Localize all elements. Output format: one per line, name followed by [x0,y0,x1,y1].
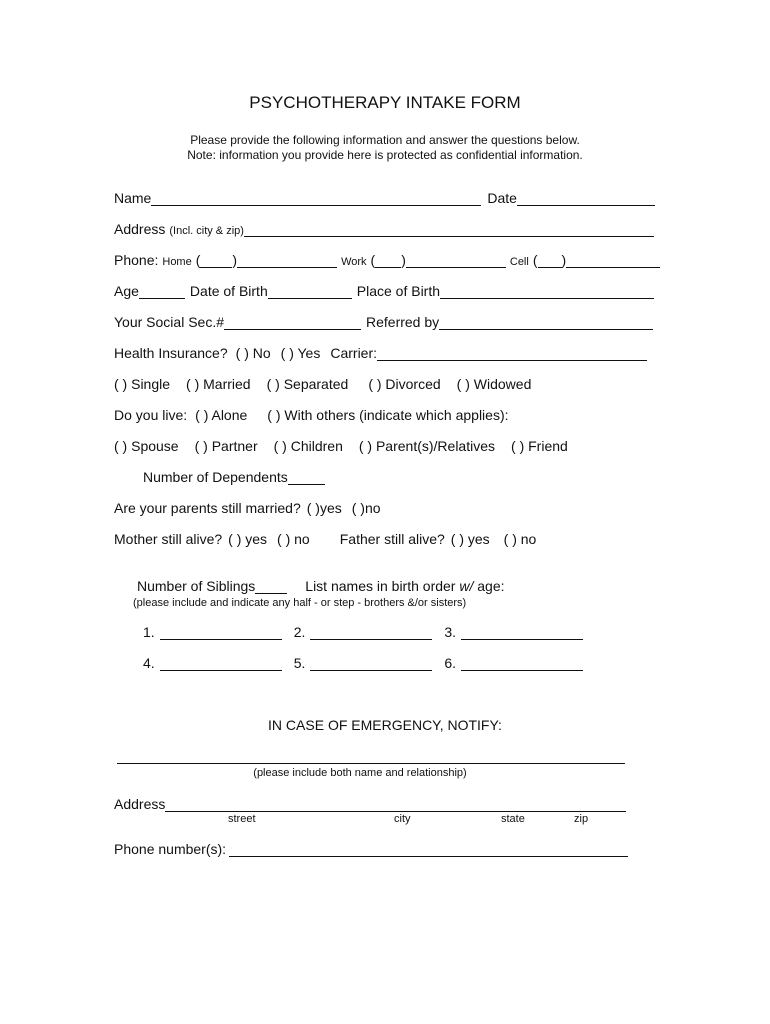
separated-option[interactable]: ( ) Separated [266,376,349,392]
sibling-5-number: 5. [293,655,306,671]
sibling-4-number: 4. [143,655,155,671]
age-label: Age [114,283,139,299]
father-alive-no-option[interactable]: ( ) no [503,531,537,547]
age-row [114,283,654,299]
alone-option[interactable]: ( ) Alone [195,407,248,423]
carrier-field[interactable] [377,347,647,361]
paren-open: ( [532,252,538,268]
sibling-6-field[interactable] [461,657,583,671]
health-yes-option[interactable]: ( ) Yes [280,345,321,361]
age-field[interactable] [139,285,185,299]
sibling-2-number: 2. [293,624,306,640]
health-row [114,345,647,361]
emergency-address-label: Address [114,796,166,812]
sibling-4-field[interactable] [160,657,282,671]
sibling-3-number: 3. [444,624,457,640]
ssn-field[interactable] [224,316,361,330]
address-label: Address [114,221,166,237]
sibling-6-number: 6. [444,655,457,671]
paren-close: ) [232,252,238,268]
health-no-option[interactable]: ( ) No [235,345,271,361]
dependents-label: Number of Dependents [143,469,288,485]
emergency-name-note: (please include both name and relationship) [253,767,467,779]
intro-line-1: Please provide the following information and answer the questions below. [190,133,580,147]
work-phone-field[interactable] [406,254,506,268]
city-label: city [394,813,411,825]
home-phone-field[interactable] [237,254,337,268]
pob-field[interactable] [440,285,654,299]
emergency-address-row [114,796,626,812]
children-option[interactable]: ( ) Children [273,438,343,454]
siblings-list-label: List names in birth order w/ age: [305,578,505,594]
ssn-label: Your Social Sec.# [114,314,224,330]
form-title: PSYCHOTHERAPY INTAKE FORM [249,93,521,112]
paren-open: ( [195,252,201,268]
siblings-count-label: Number of Siblings [137,578,256,594]
sibling-5-field[interactable] [310,657,432,671]
single-option[interactable]: ( ) Single [114,376,171,392]
work-label: Work [341,256,367,268]
intro-line-2: Note: information you provide here is protected as confidential information. [187,148,583,162]
dependents-row [143,469,325,485]
address-row [114,221,654,237]
live-row [114,407,509,423]
paren-close: ) [401,252,406,268]
home-area-code-field[interactable] [200,254,232,268]
phone-row [114,252,660,268]
live-label: Do you live: [114,407,188,423]
parents-married-question: Are your parents still married? [114,500,301,516]
phone-label: Phone: [114,252,159,268]
paren-close: ) [561,252,567,268]
cell-label: Cell [509,256,529,268]
emergency-address-field[interactable] [165,798,626,812]
emergency-phone-label: Phone number(s): [114,841,227,857]
household-row [114,438,568,454]
emergency-phone-row [114,841,628,857]
name-date-row [114,190,655,206]
home-label: Home [162,256,192,268]
ssn-row [114,314,653,330]
mother-alive-no-option[interactable]: ( ) no [277,531,310,547]
sibling-2-field[interactable] [310,626,432,640]
address-field[interactable] [244,223,654,237]
sibling-row-1 [143,624,583,640]
address-note: (Incl. city & zip) [169,225,244,237]
with-others-option[interactable]: ( ) With others (indicate which applies): [267,407,509,423]
date-label: Date [487,190,517,206]
cell-area-code-field[interactable] [538,254,562,268]
siblings-note: (please include and indicate any half - or step - brothers &/or sisters) [133,597,467,609]
mother-alive-yes-option[interactable]: ( ) yes [228,531,268,547]
siblings-count-field[interactable] [255,580,287,594]
mother-alive-label: Mother still alive? [114,531,223,547]
cell-phone-field[interactable] [566,254,660,268]
parents-relatives-option[interactable]: ( ) Parent(s)/Relatives [358,438,496,454]
date-field[interactable] [517,192,655,206]
name-field[interactable] [151,192,481,206]
sibling-1-field[interactable] [160,626,282,640]
friend-option[interactable]: ( ) Friend [511,438,568,454]
marital-row [114,376,531,392]
parents-alive-row [114,531,536,547]
spouse-option[interactable]: ( ) Spouse [114,438,179,454]
sibling-3-field[interactable] [461,626,583,640]
widowed-option[interactable]: ( ) Widowed [456,376,532,392]
zip-label: zip [574,813,589,825]
referred-label: Referred by [366,314,440,330]
dob-field[interactable] [268,285,352,299]
emergency-phone-field[interactable] [229,843,628,857]
divorced-option[interactable]: ( ) Divorced [368,376,441,392]
carrier-label: Carrier: [330,345,378,361]
parents-married-no-option[interactable]: ( )no [351,500,381,516]
siblings-row [137,578,505,594]
sibling-1-number: 1. [143,624,155,640]
married-option[interactable]: ( ) Married [186,376,251,392]
emergency-name-field[interactable] [117,763,625,764]
parents-married-row [114,500,381,516]
street-label: street [228,813,256,825]
referred-field[interactable] [439,316,653,330]
paren-open: ( [370,252,376,268]
dob-label: Date of Birth [189,283,268,299]
father-alive-label: Father still alive? [339,531,445,547]
name-label: Name [114,190,152,206]
parents-married-yes-option[interactable]: ( )yes [306,500,342,516]
father-alive-yes-option[interactable]: ( ) yes [450,531,490,547]
pob-label: Place of Birth [356,283,441,299]
state-label: state [501,813,525,825]
dependents-field[interactable] [288,471,325,485]
work-area-code-field[interactable] [375,254,401,268]
sibling-row-2 [143,655,583,671]
health-label: Health Insurance? [114,345,228,361]
partner-option[interactable]: ( ) Partner [194,438,258,454]
emergency-heading: IN CASE OF EMERGENCY, NOTIFY: [268,717,502,733]
